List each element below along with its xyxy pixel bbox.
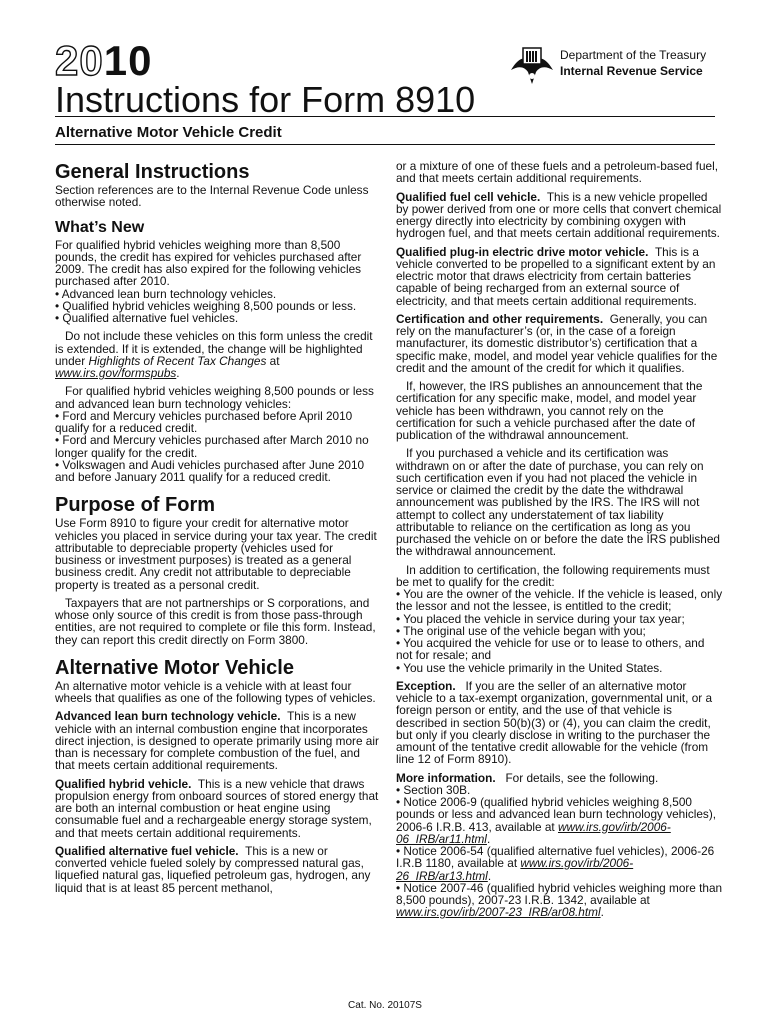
para-amv-definition: An alternative motor vehicle is a vehicle with at least four wheels that qualifies as one of the following types of vehicles. [55, 678, 376, 705]
agency-department: Department of the Treasury [560, 48, 707, 62]
form-year [55, 37, 153, 84]
bullet-item: • Qualified hybrid vehicles weighing 8,500 pounds or less. [55, 298, 357, 313]
bullet-item: • You are the owner of the vehicle. If the vehicle is leased, only the lessor and not the lessee, is entitled to the credit; [396, 587, 723, 614]
para-purpose-1: Use Form 8910 to figure your credit for alternative motor vehicles you placed in service during your tax year. The credit attributable to depreciable property (vehicles used for business or investment purposes) is treated as a general business credit. Any credit not attributable to depreciable property is treated as a personal credit. [55, 516, 377, 592]
right-column [396, 160, 723, 919]
bullet-item: • Advanced lean burn technology vehicles. [55, 286, 277, 301]
link-formspubs[interactable]: www.irs.gov/formspubs [55, 366, 177, 380]
para-alt-fuel-cont: or a mixture of one of these fuels and a petroleum-based fuel, and that meets certain additional requirements. [396, 159, 718, 186]
para-if-however: If, however, the IRS publishes an announcement that the certification for any specific make, model, and model year vehicle has been withdrawn, you cannot rely on the certification for such a vehicle purchased after the date of publication of the withdrawal announcement. [396, 379, 703, 442]
year-outline: 20 [55, 37, 104, 84]
link-irb-2006-06[interactable]: www.irs.gov/irb/2006-06_IRB/ar11.html [396, 819, 671, 846]
agency-block [560, 47, 706, 79]
page-title: Instructions for Form 8910 [55, 79, 476, 120]
bullet-item: • You acquired the vehicle for use or to lease to others, and not for resale; and [396, 636, 705, 663]
bullet-item: • The original use of the vehicle began with you; [396, 623, 646, 638]
catalog-number: Cat. No. 20107S [348, 1000, 422, 1011]
para-in-addition: In addition to certification, the following requirements must be met to qualify for the credit: [396, 562, 710, 589]
page-subtitle: Alternative Motor Vehicle Credit [55, 124, 282, 141]
bullet-item: • Notice 2006-54 (qualified alternative fuel vehicles), 2006-26 I.R.B 1180, available at www.irs.gov/irb/2006-26_IRB/ar13.html. [396, 844, 715, 883]
bullet-item: • Notice 2006-9 (qualified hybrid vehicles weighing 8,500 pounds or less and advanced lean burn technology vehicles), 2006-6 I.R.B. 413, available at www.irs.gov/irb/2006-06_IRB/ar11.html. [396, 795, 717, 846]
bullet-item: • You use the vehicle primarily in the United States. [396, 660, 663, 675]
header-rule-bottom [55, 144, 715, 145]
bullet-item: • Ford and Mercury vehicles purchased after March 2010 no longer qualify for the credit. [55, 433, 369, 460]
para-qualified-hybrid: Qualified hybrid vehicle. This is a new vehicle that draws propulsion energy from onboard sources of stored energy that are both an internal combustion or heat engine using consumable fuel and a rechargeable energy storage system, and that meets certain additional requirements. [55, 776, 379, 840]
para-exception: Exception. If you are the seller of an alternative motor vehicle to a tax-exempt organization, governmental unit, or a foreign person or entity, and the use of that vehicle is described in section 50(b)(3) or (4), you can claim the credit, but only if you clearly disclose in writing to the purchaser the amount of the tentative credit allowable for the vehicle (from line 12 of Form 8910). [396, 678, 713, 767]
heading-general-instructions: General Instructions [55, 161, 250, 183]
heading-whats-new: What’s New [55, 218, 145, 236]
bullet-item: • Volkswagen and Audi vehicles purchased after June 2010 and before January 2011 qualify for a reduced credit. [55, 457, 365, 484]
irs-eagle-logo-icon [508, 44, 556, 90]
link-irb-2006-26[interactable]: www.irs.gov/irb/2006-26_IRB/ar13.html [396, 856, 634, 883]
left-column [55, 160, 382, 894]
heading-alternative-motor-vehicle: Alternative Motor Vehicle [55, 656, 294, 679]
heading-purpose-of-form: Purpose of Form [55, 494, 216, 517]
para-hybrid-8500: For qualified hybrid vehicles weighing 8,500 pounds or less and advanced lean burn technology vehicles: [55, 384, 374, 411]
bullet-item: • Qualified alternative fuel vehicles. [55, 311, 239, 325]
para-fuel-cell: Qualified fuel cell vehicle. This is a new vehicle propelled by power derived from one or more cells that convert chemical energy directly into electricity by combining oxygen with hydrogen fuel, and that meets certain additional requirements. [396, 189, 722, 241]
para-more-information: More information. For details, see the following. [396, 770, 659, 785]
para-purpose-2: Taxpayers that are not partnerships or S corporations, and whose only source of this credit is from those pass-through entities, are not required to complete or file this form. Instead, they can report this credit directly on Form 3800. [55, 595, 376, 647]
bullet-item: • You placed the vehicle in service during your tax year; [396, 611, 685, 626]
header-rule-top [55, 116, 715, 117]
para-lean-burn: Advanced lean burn technology vehicle. This is a new vehicle with an internal combustion engine that incorporates direct injection, is designed to operate primarily using more air than is necessary for complete combustion of the fuel, and that meets certain additional requirements. [55, 709, 379, 773]
para-certification: Certification and other requirements. Generally, you can rely on the manufacturer’s (or, in the case of a foreign manufacturer, its domestic distributor’s) certification that a specific make, model, and model year vehicle qualifies for the credit and the amount of the credit for which it qualifies. [396, 311, 718, 375]
bullet-item: • Notice 2007-46 (qualified hybrid vehicles weighing more than 8,500 pounds), 2007-23 I.R.B. 1342, available at www.irs.gov/irb/2007-23_IRB/ar08.html. [396, 880, 723, 920]
link-irb-2007-23[interactable]: www.irs.gov/irb/2007-23_IRB/ar08.html [396, 905, 601, 920]
para-section-references: Section references are to the Internal Revenue Code unless otherwise noted. [55, 183, 369, 210]
para-whats-new: For qualified hybrid vehicles weighing more than 8,500 pounds, the credit has expired for vehicles purchased after 2009. The credit has also expired for the following vehicles purchased after 2010. [55, 237, 362, 289]
para-plug-in-electric: Qualified plug-in electric drive motor vehicle. This is a vehicle converted to be propelled to a significant extent by an electric motor that draws electricity from certain batteries capable of being recharged from an external source of electricity, and that meets certain additional requirements. [396, 244, 716, 308]
para-do-not-include: Do not include these vehicles on this form unless the credit is extended. If it is extended, the change will be highlighted under Highlights of Recent Tax Changes at www.irs.gov/formspubs. [55, 329, 373, 380]
year-solid: 10 [103, 37, 153, 84]
bullet-item: • Ford and Mercury vehicles purchased before April 2010 qualify for a reduced credit. [55, 408, 353, 435]
para-alt-fuel: Qualified alternative fuel vehicle. This is a new or converted vehicle fueled solely by compressed natural gas, liquefied natural gas, liquefied petroleum gas, hydrogen, any liquid that is at least 85 percent methanol, [55, 843, 371, 895]
para-if-purchased: If you purchased a vehicle and its certification was withdrawn on or after the date of purchase, you can rely on such certification even if you had not placed the vehicle in service or claimed the credit by the date the withdrawal announcement was published by the IRS. The IRS will not attempt to collect any understatement of tax liability attributable to reliance on the certification as long as you purchased the vehicle on or before the date the IRS published the withdrawal announcement. [396, 446, 720, 559]
bullet-item: • Section 30B. [396, 782, 471, 797]
agency-irs: Internal Revenue Service [560, 64, 703, 78]
